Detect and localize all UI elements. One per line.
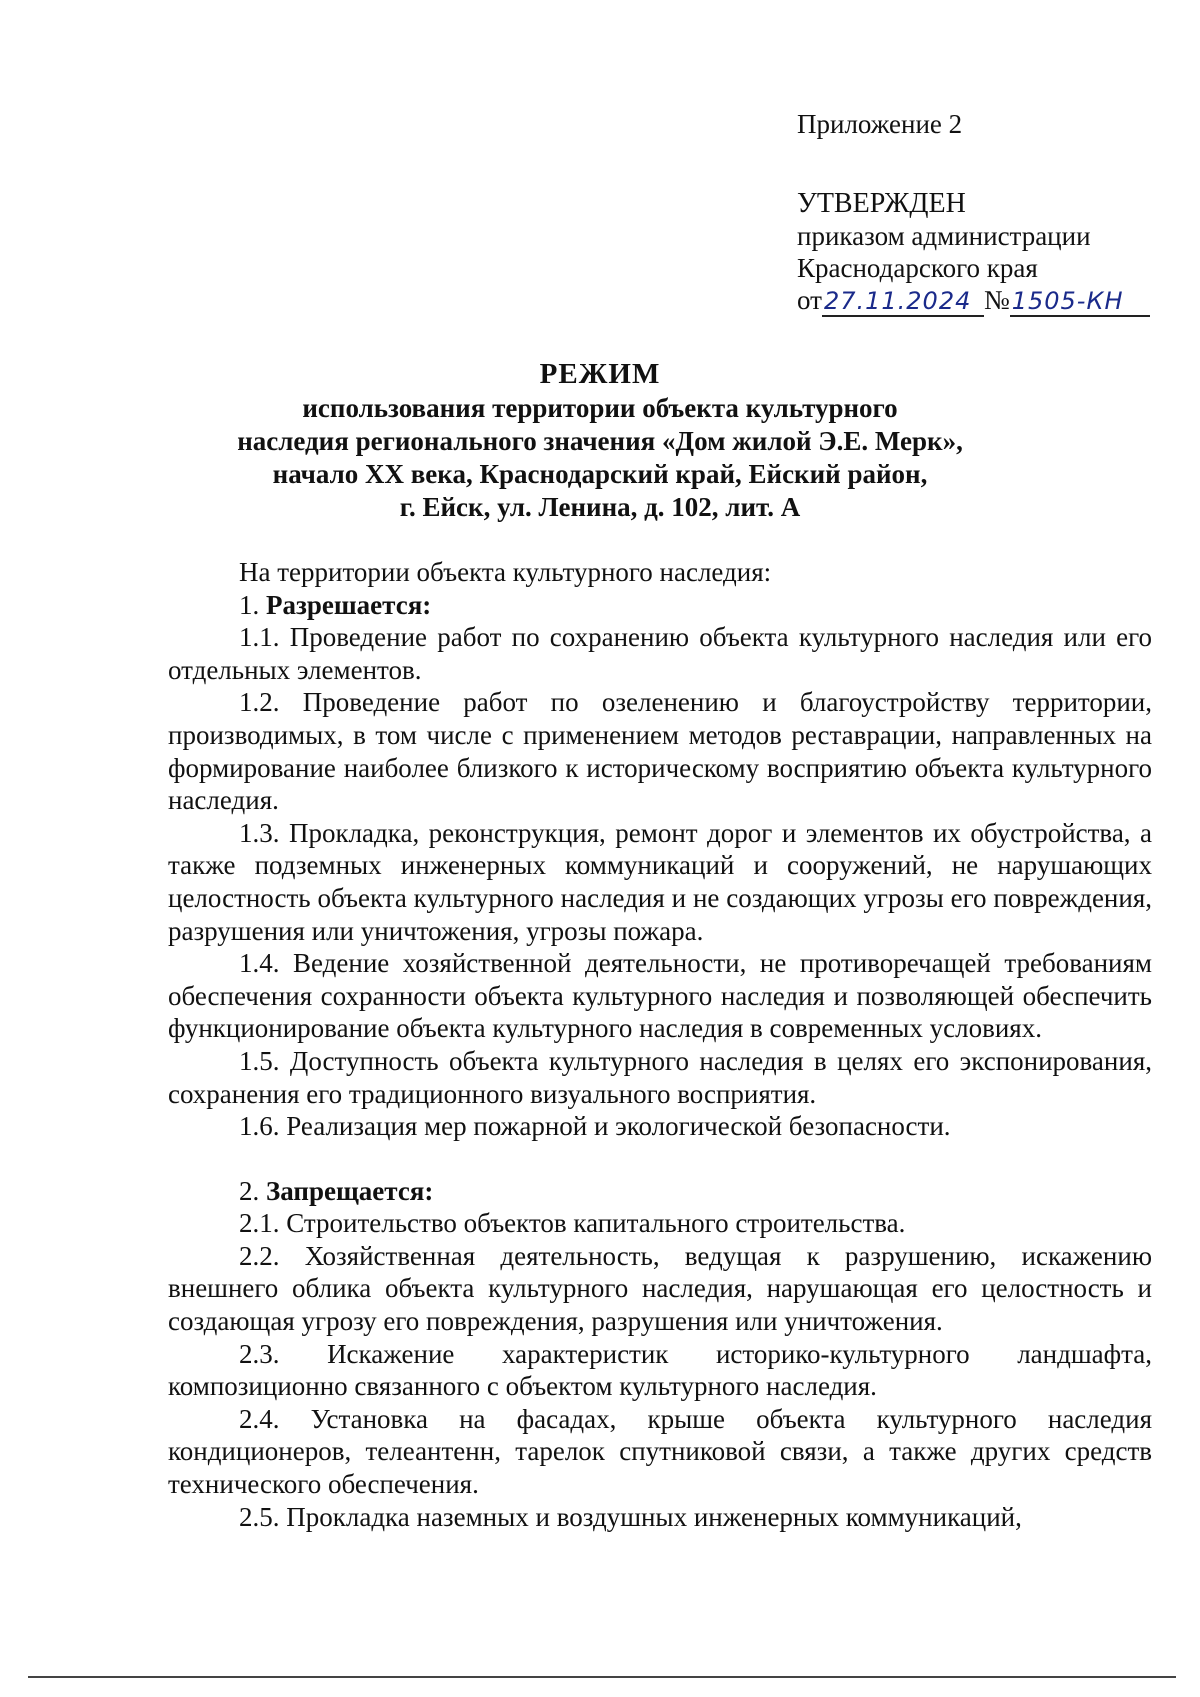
handwritten-number: 1505-КН [1010, 287, 1150, 317]
approved-label: УТВЕРЖДЕН [797, 188, 966, 219]
title-line-2: наследия регионального значения «Дом жилой Э.Е. Мерк», [237, 426, 963, 456]
section-2-number: 2. [239, 1175, 266, 1206]
bottom-divider [28, 1676, 1176, 1678]
approval-line-2: Краснодарского края [797, 253, 1038, 283]
title-line-1: использования территории объекта культурного [302, 393, 898, 423]
document-title [130, 356, 1070, 524]
item-1-1: 1.1. Проведение работ по сохранению объекта культурного наследия или его отдельных элементов. [168, 622, 1152, 685]
item-2-5: 2.5. Прокладка наземных и воздушных инженерных коммуникаций, [239, 1501, 1022, 1532]
title-line-4: г. Ейск, ул. Ленина, д. 102, лит. А [399, 492, 801, 522]
date-prefix: от [797, 285, 822, 315]
item-2-1: 2.1. Строительство объектов капитального строительства. [239, 1208, 906, 1239]
section-1-label: Разрешается: [266, 589, 432, 620]
number-prefix: № [983, 285, 1010, 315]
section-2-label: Запрещается: [266, 1175, 434, 1206]
handwritten-date: 27.11.2024 [822, 287, 984, 317]
item-2-2: 2.2. Хозяйственная деятельность, ведущая к разрушению, искажению внешнего облика объекта культурного наследия, нарушающая его целостность и создающая угрозу его повреждения, разрушения или уничтожения. [168, 1240, 1152, 1337]
title-main: РЕЖИМ [539, 358, 661, 390]
approval-line-1: приказом администрации [797, 221, 1091, 251]
approval-block [797, 108, 1177, 317]
item-1-3: 1.3. Прокладка, реконструкция, ремонт дорог и элементов их обустройства, а также подземных инженерных коммуникаций и сооружений, не нарушающих целостность объекта культурного наследия и не создающих угрозы его повреждения, разрушения или уничтожения, угрозы пожара. [168, 817, 1152, 946]
section-1-heading [168, 589, 1152, 622]
title-line-3: начало XX века, Краснодарский край, Ейский район, [272, 459, 928, 489]
order-line [797, 284, 1177, 317]
item-1-5: 1.5. Доступность объекта культурного наследия в целях его экспонирования, сохранения его традиционного визуального восприятия. [168, 1045, 1152, 1109]
item-1-6: 1.6. Реализация мер пожарной и экологической безопасности. [239, 1111, 951, 1142]
section-1-number: 1. [239, 589, 266, 620]
item-2-4: 2.4. Установка на фасадах, крыше объекта культурного наследия кондиционеров, телеантенн, тарелок спутниковой связи, а также других средств технического обеспечения. [168, 1403, 1152, 1500]
section-2-heading [168, 1175, 1152, 1208]
item-1-2: 1.2. Проведение работ по озеленению и благоустройству территории, производимых, в том числе с применением методов реставрации, направленных на формирование наиболее близкого к историческому восприятию объекта культурного наследия. [168, 687, 1152, 816]
document-body [168, 556, 1152, 1533]
appendix-label: Приложение 2 [797, 109, 963, 139]
item-2-3: 2.3. Искажение характеристик историко-культурного ландшафта, композиционно связанного с объектом культурного наследия. [168, 1338, 1152, 1402]
item-1-4: 1.4. Ведение хозяйственной деятельности, не противоречащей требованиям обеспечения сохранности объекта культурного наследия и позволяющей обеспечить функционирование объекта культурного наследия в современных условиях. [168, 948, 1152, 1044]
intro-paragraph: На территории объекта культурного наследия: [239, 557, 772, 587]
